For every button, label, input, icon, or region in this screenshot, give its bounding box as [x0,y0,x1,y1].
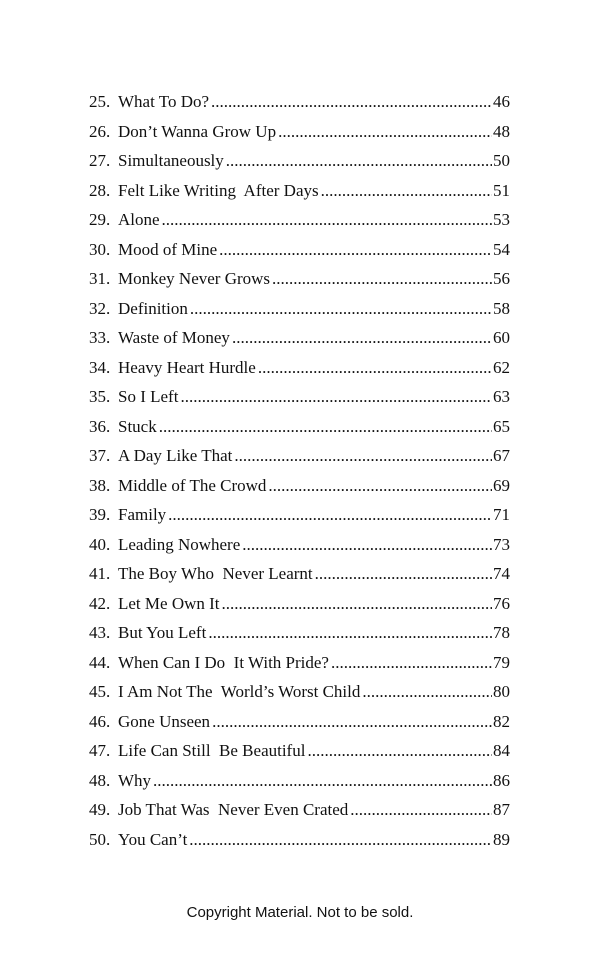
toc-entry-number: 43. [89,623,111,642]
toc-entry-title: I Am Not The World’s Worst Child [118,682,361,701]
toc-entry-number: 40. [89,534,111,554]
toc-entry-page-number: 71 [493,505,510,524]
toc-entry-page-number: 62 [493,357,510,377]
toc-entry [89,766,510,796]
toc-entry-title: Heavy Heart Hurdle [118,357,256,377]
toc-entry [89,736,510,766]
dot-leader [168,500,492,530]
dot-leader [242,530,492,560]
toc-entry-page-number: 63 [493,387,510,406]
toc-entry-page-number: 86 [493,770,510,790]
toc-entry-number: 37. [89,446,111,465]
toc-entry [89,825,510,855]
toc-entry [89,176,510,206]
toc-entry-title: But You Left [118,623,207,642]
toc-entry [89,87,510,117]
toc-entry-number: 46. [89,711,111,731]
toc-entry-number: 29. [89,210,111,229]
dot-leader [190,294,492,324]
toc-entry-page-number: 65 [493,416,510,436]
toc-entry-title: Mood of Mine [118,239,218,259]
toc-entry-page-number: 51 [493,180,510,200]
toc-entry-number: 36. [89,416,111,436]
dot-leader [272,264,492,294]
toc-entry [89,677,510,707]
toc-entry-title: Gone Unseen [118,711,211,731]
toc-entry-title: A Day Like That [118,446,233,465]
toc-entry [89,559,510,589]
toc-entry-page-number: 76 [493,593,510,613]
dot-leader [219,235,492,265]
toc-entry-number: 25. [89,92,111,111]
toc-entry [89,618,510,648]
toc-entry-number: 30. [89,239,111,259]
toc-entry-page-number: 56 [493,269,510,288]
dot-leader [307,736,492,766]
toc-entry-title: When Can I Do It With Pride? [118,652,329,672]
toc-entry-number: 50. [89,829,111,849]
toc-entry [89,294,510,324]
toc-entry-page-number: 79 [493,652,510,672]
toc-entry-number: 45. [89,682,111,701]
toc-entry [89,471,510,501]
toc-entry-page-number: 74 [493,564,510,583]
toc-entry-page-number: 84 [493,741,510,760]
dot-leader [180,382,492,412]
toc-entry-title: So I Left [118,387,179,406]
dot-leader [212,707,492,737]
toc-entry-number: 26. [89,121,111,141]
toc-entry [89,117,510,147]
dot-leader [315,559,492,589]
toc-entry [89,382,510,412]
toc-entry-number: 31. [89,269,111,288]
toc-entry-page-number: 73 [493,534,510,554]
table-of-contents [89,87,510,854]
toc-entry-title: Definition [118,298,188,318]
toc-entry-number: 34. [89,357,111,377]
toc-entry [89,235,510,265]
toc-entry-page-number: 54 [493,239,510,259]
toc-entry-page-number: 50 [493,151,510,170]
toc-entry-page-number: 46 [493,92,510,111]
dot-leader [226,146,492,176]
toc-entry-title: Family [118,505,167,524]
toc-entry-title: Job That Was Never Even Crated [118,800,349,819]
toc-entry-number: 28. [89,180,111,200]
toc-entry-title: Waste of Money [118,328,230,347]
toc-entry [89,795,510,825]
toc-entry-title: Felt Like Writing After Days [118,180,319,200]
toc-entry-page-number: 87 [493,800,510,819]
dot-leader [321,176,492,206]
toc-entry-page-number: 80 [493,682,510,701]
toc-entry-title: Stuck [118,416,157,436]
dot-leader [189,825,492,855]
toc-entry-page-number: 67 [493,446,510,465]
dot-leader [232,323,492,353]
toc-entry-title: Let Me Own It [118,593,220,613]
dot-leader [350,795,492,825]
dot-leader [153,766,492,796]
toc-entry-number: 27. [89,151,111,170]
toc-entry-number: 49. [89,800,111,819]
toc-entry-number: 41. [89,564,111,583]
dot-leader [278,117,492,147]
toc-entry [89,441,510,471]
toc-entry-title: Don’t Wanna Grow Up [118,121,277,141]
toc-entry [89,323,510,353]
toc-entry-page-number: 89 [493,829,510,849]
toc-entry [89,707,510,737]
toc-entry-number: 47. [89,741,111,760]
dot-leader [234,441,492,471]
dot-leader [208,618,492,648]
toc-entry [89,264,510,294]
dot-leader [268,471,492,501]
toc-entry-number: 33. [89,328,111,347]
toc-entry-number: 32. [89,298,111,318]
dot-leader [222,589,492,619]
dot-leader [162,205,492,235]
toc-entry-title: You Can’t [118,829,188,849]
toc-entry-page-number: 82 [493,711,510,731]
toc-entry-page-number: 48 [493,121,510,141]
toc-entry-title: The Boy Who Never Learnt [118,564,313,583]
toc-entry [89,205,510,235]
toc-entry-number: 38. [89,475,111,495]
toc-entry-title: Simultaneously [118,151,224,170]
dot-leader [362,677,492,707]
toc-entry [89,353,510,383]
dot-leader [258,353,492,383]
toc-entry [89,589,510,619]
toc-entry-number: 42. [89,593,111,613]
toc-entry [89,500,510,530]
toc-entry-title: Leading Nowhere [118,534,241,554]
toc-entry-title: Monkey Never Grows [118,269,271,288]
toc-entry-title: Alone [118,210,160,229]
dot-leader [331,648,492,678]
toc-entry-number: 48. [89,770,111,790]
toc-entry-page-number: 53 [493,210,510,229]
toc-entry-title: Why [118,770,152,790]
toc-entry-page-number: 69 [493,475,510,495]
toc-entry-number: 44. [89,652,111,672]
dot-leader [159,412,492,442]
toc-entry [89,648,510,678]
toc-entry [89,530,510,560]
toc-entry-page-number: 60 [493,328,510,347]
toc-entry-title: What To Do? [118,92,210,111]
toc-entry-title: Middle of The Crowd [118,475,267,495]
toc-entry [89,412,510,442]
toc-entry-number: 39. [89,505,111,524]
toc-entry [89,146,510,176]
dot-leader [211,87,492,117]
toc-entry-page-number: 78 [493,623,510,642]
toc-entry-title: Life Can Still Be Beautiful [118,741,306,760]
toc-entry-page-number: 58 [493,298,510,318]
toc-entry-number: 35. [89,387,111,406]
copyright-notice: Copyright Material. Not to be sold. [186,904,414,921]
